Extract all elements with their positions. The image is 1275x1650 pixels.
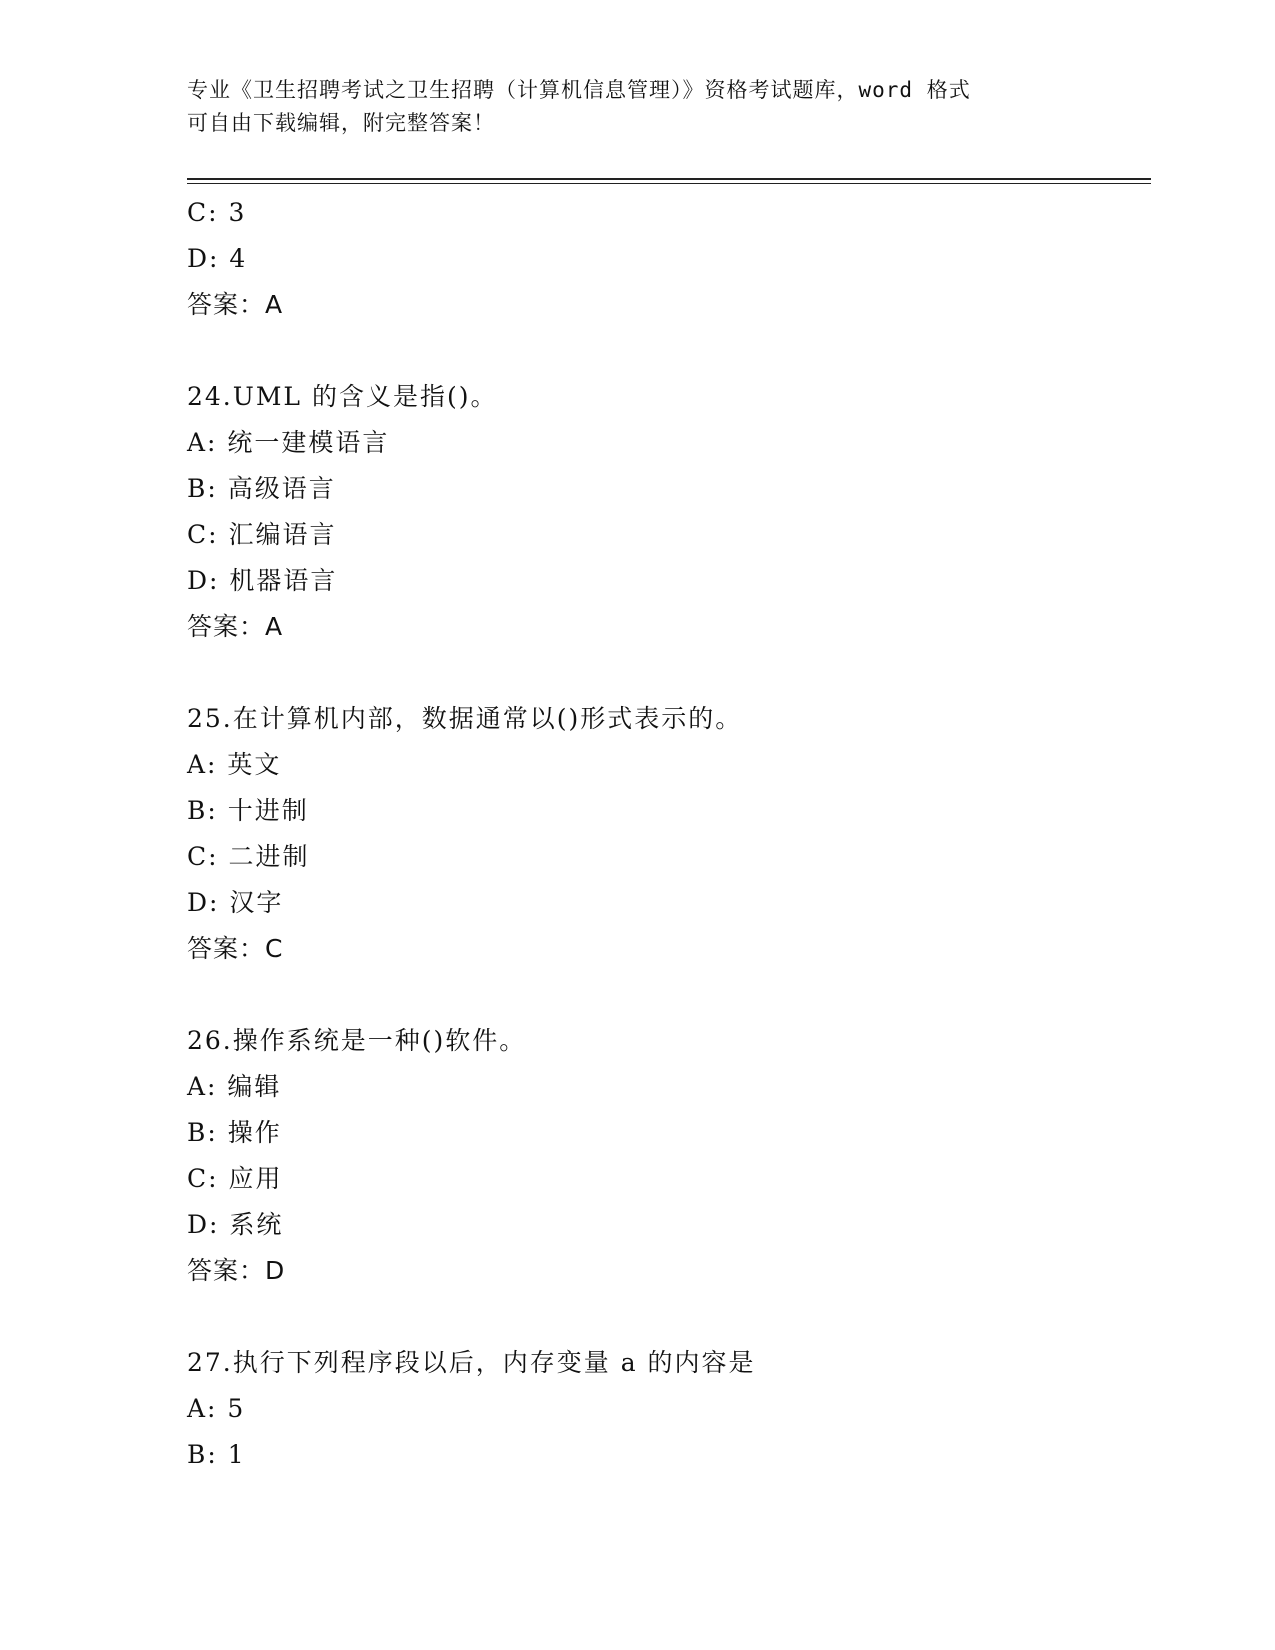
answer: 答案：C [187,934,284,963]
option-b: B: 十进制 [187,796,309,825]
option-a: A: 统一建模语言 [187,428,390,457]
spacer [187,650,1151,696]
question-stem: 24.UML 的含义是指()。 [187,382,498,411]
option-b: B: 1 [187,1440,246,1469]
option-c: C: 3 [187,198,247,227]
option-b: B: 高级语言 [187,474,336,503]
spacer [187,328,1151,374]
question-list [187,190,1151,1478]
option-d: D: 机器语言 [187,566,338,595]
question-stem: 25.在计算机内部，数据通常以()形式表示的。 [187,704,743,733]
answer: 答案：D [187,1256,286,1285]
option-a: A: 英文 [187,750,282,779]
option-d: D: 4 [187,244,248,273]
option-c: C: 二进制 [187,842,310,871]
option-b: B: 操作 [187,1118,282,1147]
option-c: C: 汇编语言 [187,520,337,549]
option-a: A: 编辑 [187,1072,282,1101]
option-a: A: 5 [187,1394,246,1423]
option-c: C: 应用 [187,1164,283,1193]
option-d: D: 系统 [187,1210,284,1239]
header-divider-thin [187,183,1151,184]
document-header [187,74,1077,140]
option-d: D: 汉字 [187,888,284,917]
answer: 答案：A [187,612,284,641]
answer: 答案：A [187,290,284,319]
spacer [187,972,1151,1018]
header-title-line-2: 可自由下载编辑，附完整答案！ [187,111,495,135]
question-stem: 26.操作系统是一种()软件。 [187,1026,527,1055]
header-title-line-1: 专业《卫生招聘考试之卫生招聘（计算机信息管理）》资格考试题库，word 格式 [187,78,971,102]
question-stem: 27.执行下列程序段以后，内存变量 a 的内容是 [187,1348,756,1377]
spacer [187,1294,1151,1340]
header-divider-thick [187,178,1151,180]
